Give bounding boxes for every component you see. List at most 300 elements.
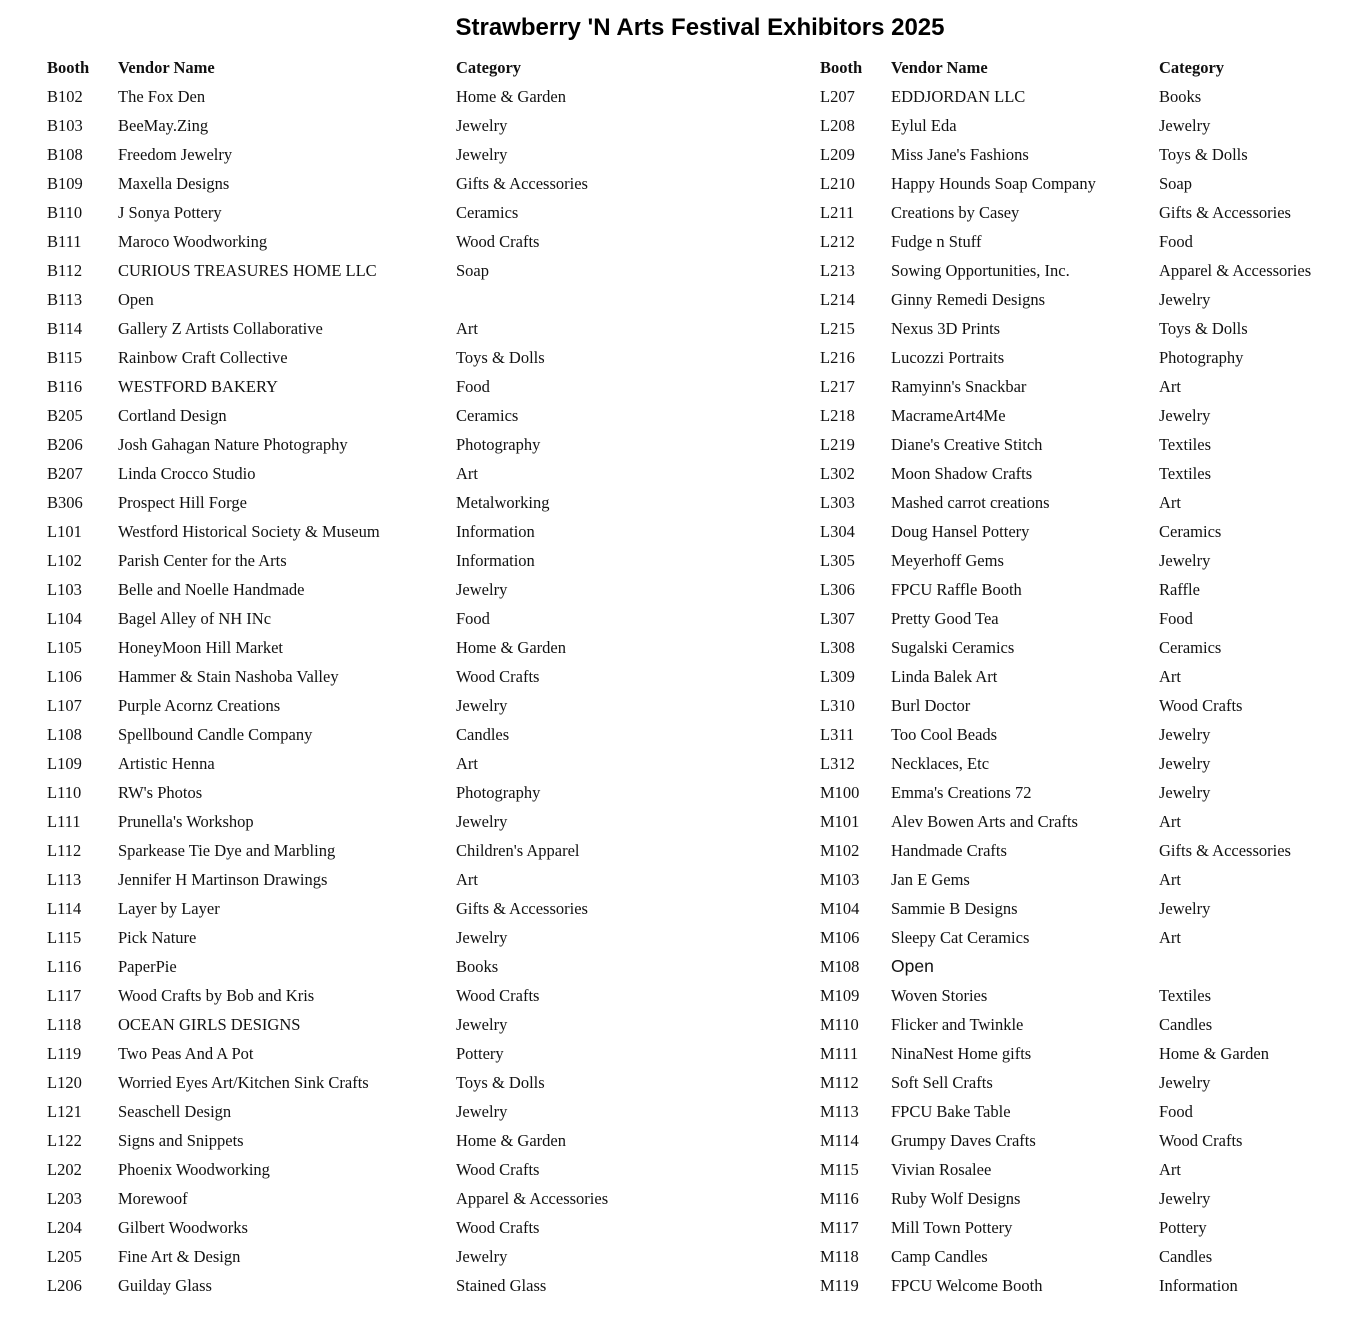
- table-row: [820, 720, 1359, 749]
- table-row: [47, 807, 716, 836]
- table-row: [820, 140, 1359, 169]
- category-cell: Jewelry: [456, 579, 508, 599]
- category-cell: Home & Garden: [1159, 1043, 1269, 1063]
- vendor-name-cell: Sugalski Ceramics: [891, 637, 1015, 657]
- table-row: [820, 691, 1359, 720]
- table-row: [47, 227, 716, 256]
- vendor-name-cell: Diane's Creative Stitch: [891, 434, 1043, 454]
- vendor-name-cell: Lucozzi Portraits: [891, 347, 1005, 367]
- table-row: [47, 1068, 716, 1097]
- category-cell: Wood Crafts: [456, 985, 540, 1005]
- booth-cell: L304: [820, 521, 855, 541]
- vendor-name-cell: Creations by Casey: [891, 202, 1020, 222]
- vendor-name-cell: Burl Doctor: [891, 695, 971, 715]
- vendor-name-cell: Ginny Remedi Designs: [891, 289, 1045, 309]
- category-cell: Gifts & Accessories: [456, 898, 588, 918]
- table-row: [47, 372, 716, 401]
- vendor-name-cell: Emma's Creations 72: [891, 782, 1032, 802]
- booth-cell: L114: [47, 898, 82, 918]
- vendor-name-cell: Miss Jane's Fashions: [891, 144, 1029, 164]
- booth-cell: L307: [820, 608, 855, 628]
- table-row: [47, 459, 716, 488]
- table-row: [820, 227, 1359, 256]
- table-row: [820, 865, 1359, 894]
- category-cell: Textiles: [1159, 463, 1211, 483]
- booth-column-header: Booth: [47, 58, 90, 77]
- table-row: [820, 981, 1359, 1010]
- table-row: [820, 169, 1359, 198]
- vendor-name-cell: Wood Crafts by Bob and Kris: [118, 985, 315, 1005]
- vendor-name-cell: Open: [118, 289, 154, 309]
- table-row: [47, 894, 716, 923]
- vendor-name-cell: Phoenix Woodworking: [118, 1159, 270, 1179]
- booth-cell: L204: [47, 1217, 82, 1237]
- vendor-name-cell: Necklaces, Etc: [891, 753, 990, 773]
- vendor-name-cell: Maxella Designs: [118, 173, 230, 193]
- booth-cell: M111: [820, 1043, 859, 1063]
- booth-cell: L115: [47, 927, 82, 947]
- table-row: [820, 285, 1359, 314]
- vendor-name-cell: Mill Town Pottery: [891, 1217, 1013, 1237]
- table-row: [820, 256, 1359, 285]
- vendor-name-cell: MacrameArt4Me: [891, 405, 1006, 425]
- booth-cell: M102: [820, 840, 860, 860]
- vendor-name-cell: Two Peas And A Pot: [118, 1043, 254, 1063]
- category-cell: Art: [456, 869, 478, 889]
- booth-column-header: Booth: [820, 58, 863, 77]
- vendor-name-cell: Prunella's Workshop: [118, 811, 254, 831]
- table-row: [820, 1126, 1359, 1155]
- table-row: [47, 720, 716, 749]
- booth-cell: L217: [820, 376, 855, 396]
- booth-cell: M106: [820, 927, 860, 947]
- vendor-name-cell: Belle and Noelle Handmade: [118, 579, 305, 599]
- category-cell: Toys & Dolls: [456, 1072, 545, 1092]
- category-cell: Raffle: [1159, 579, 1200, 599]
- category-cell: Art: [456, 463, 478, 483]
- booth-cell: L112: [47, 840, 82, 860]
- booth-cell: L109: [47, 753, 82, 773]
- booth-cell: L202: [47, 1159, 82, 1179]
- category-cell: Apparel & Accessories: [1159, 260, 1312, 280]
- category-cell: Home & Garden: [456, 86, 566, 106]
- vendor-name-cell: Bagel Alley of NH INc: [118, 608, 272, 628]
- category-cell: Food: [1159, 1101, 1193, 1121]
- category-cell: Art: [1159, 869, 1181, 889]
- booth-cell: B112: [47, 260, 83, 280]
- booth-cell: M109: [820, 985, 860, 1005]
- table-row: [47, 1184, 716, 1213]
- vendor-name-cell: Happy Hounds Soap Company: [891, 173, 1096, 193]
- vendor-name-cell: Eylul Eda: [891, 115, 957, 135]
- booth-cell: L218: [820, 405, 855, 425]
- vendor-name-cell: Moon Shadow Crafts: [891, 463, 1033, 483]
- table-row: [820, 662, 1359, 691]
- vendor-name-cell: Alev Bowen Arts and Crafts: [891, 811, 1078, 831]
- booth-cell: M112: [820, 1072, 859, 1092]
- booth-cell: M116: [820, 1188, 859, 1208]
- table-row: [820, 807, 1359, 836]
- category-cell: Jewelry: [456, 1101, 508, 1121]
- table-row: [47, 662, 716, 691]
- booth-cell: M117: [820, 1217, 859, 1237]
- booth-cell: L101: [47, 521, 82, 541]
- vendor-name-cell: Woven Stories: [891, 985, 988, 1005]
- vendor-name-cell: Worried Eyes Art/Kitchen Sink Crafts: [118, 1072, 369, 1092]
- category-cell: Food: [1159, 608, 1193, 628]
- category-cell: [1159, 952, 1359, 981]
- category-cell: Art: [1159, 927, 1181, 947]
- category-cell: Jewelry: [456, 695, 508, 715]
- vendor-name-cell: CURIOUS TREASURES HOME LLC: [118, 260, 377, 280]
- booth-cell: M119: [820, 1275, 859, 1295]
- category-cell: Home & Garden: [456, 637, 566, 657]
- vendor-name-cell: Layer by Layer: [118, 898, 220, 918]
- booth-cell: L310: [820, 695, 855, 715]
- table-row: [820, 836, 1359, 865]
- booth-cell: L306: [820, 579, 855, 599]
- category-cell: Jewelry: [456, 811, 508, 831]
- category-cell: Soap: [456, 260, 489, 280]
- vendor-name-cell: Parish Center for the Arts: [118, 550, 287, 570]
- table-row: [47, 285, 716, 314]
- table-row: [47, 575, 716, 604]
- table-row: [47, 1010, 716, 1039]
- table-row: [820, 1010, 1359, 1039]
- vendor-name-cell: Morewoof: [118, 1188, 188, 1208]
- vendor-name-cell: Jennifer H Martinson Drawings: [118, 869, 328, 889]
- table-row: [820, 111, 1359, 140]
- table-row: [47, 691, 716, 720]
- table-row: [820, 1039, 1359, 1068]
- booth-cell: L106: [47, 666, 82, 686]
- booth-cell: M118: [820, 1246, 859, 1266]
- vendor-name-cell: Too Cool Beads: [891, 724, 998, 744]
- booth-cell: B116: [47, 376, 83, 396]
- booth-cell: L216: [820, 347, 855, 367]
- booth-cell: L211: [820, 202, 855, 222]
- category-column-header: Category: [456, 58, 522, 77]
- category-cell: Jewelry: [456, 144, 508, 164]
- booth-cell: M100: [820, 782, 860, 802]
- table-row: [47, 430, 716, 459]
- table-row: [820, 1068, 1359, 1097]
- category-cell: Wood Crafts: [1159, 1130, 1243, 1150]
- table-row: [47, 314, 716, 343]
- category-cell: Food: [456, 608, 490, 628]
- table-row: [47, 604, 716, 633]
- vendor-name-cell: Sowing Opportunities, Inc.: [891, 260, 1070, 280]
- exhibitor-table-left: [47, 54, 716, 1300]
- table-row: [820, 1271, 1359, 1300]
- table-row: [47, 1155, 716, 1184]
- booth-cell: B110: [47, 202, 83, 222]
- table-row: [47, 1271, 716, 1300]
- table-row: [820, 1155, 1359, 1184]
- vendor-name-cell: FPCU Welcome Booth: [891, 1275, 1043, 1295]
- booth-cell: L119: [47, 1043, 82, 1063]
- category-cell: Metalworking: [456, 492, 550, 512]
- vendor-column-header: Vendor Name: [891, 58, 988, 77]
- table-header-row: [47, 54, 716, 82]
- vendor-name-cell: Cortland Design: [118, 405, 227, 425]
- booth-cell: M101: [820, 811, 860, 831]
- table-row: [47, 1039, 716, 1068]
- vendor-name-cell: Linda Crocco Studio: [118, 463, 256, 483]
- vendor-name-cell: Grumpy Daves Crafts: [891, 1130, 1036, 1150]
- vendor-name-cell: Sammie B Designs: [891, 898, 1018, 918]
- vendor-name-cell: Pretty Good Tea: [891, 608, 999, 628]
- category-cell: Books: [1159, 86, 1202, 106]
- table-row: [820, 952, 1359, 981]
- category-cell: Art: [1159, 492, 1181, 512]
- vendor-name-cell: FPCU Bake Table: [891, 1101, 1011, 1121]
- booth-cell: L215: [820, 318, 855, 338]
- category-cell: Art: [456, 318, 478, 338]
- table-row: [47, 488, 716, 517]
- table-row: [820, 517, 1359, 546]
- category-cell: [456, 285, 716, 314]
- booth-cell: B111: [47, 231, 82, 251]
- category-cell: Jewelry: [456, 1246, 508, 1266]
- booth-cell: M108: [820, 956, 860, 976]
- booth-cell: L206: [47, 1275, 82, 1295]
- category-cell: Gifts & Accessories: [1159, 202, 1291, 222]
- booth-cell: L219: [820, 434, 855, 454]
- vendor-column-header: Vendor Name: [118, 58, 215, 77]
- category-cell: Jewelry: [1159, 289, 1211, 309]
- vendor-name-cell: Meyerhoff Gems: [891, 550, 1004, 570]
- booth-cell: L214: [820, 289, 855, 309]
- table-row: [820, 1184, 1359, 1213]
- booth-cell: L208: [820, 115, 855, 135]
- table-row: [47, 256, 716, 285]
- booth-cell: M114: [820, 1130, 859, 1150]
- booth-cell: L111: [47, 811, 81, 831]
- category-cell: Information: [456, 550, 535, 570]
- category-cell: Ceramics: [456, 202, 519, 222]
- booth-cell: L102: [47, 550, 82, 570]
- vendor-name-cell: Camp Candles: [891, 1246, 988, 1266]
- vendor-name-cell: Guilday Glass: [118, 1275, 212, 1295]
- vendor-name-cell: Gilbert Woodworks: [118, 1217, 248, 1237]
- vendor-name-cell: EDDJORDAN LLC: [891, 86, 1026, 106]
- booth-cell: L207: [820, 86, 855, 106]
- category-cell: Soap: [1159, 173, 1192, 193]
- booth-cell: L122: [47, 1130, 82, 1150]
- table-row: [47, 1242, 716, 1271]
- category-cell: Gifts & Accessories: [1159, 840, 1291, 860]
- category-cell: Candles: [1159, 1014, 1213, 1034]
- booth-cell: L108: [47, 724, 82, 744]
- category-cell: Art: [1159, 376, 1181, 396]
- category-cell: Art: [1159, 1159, 1181, 1179]
- category-cell: Candles: [1159, 1246, 1213, 1266]
- booth-cell: L210: [820, 173, 855, 193]
- table-row: [47, 546, 716, 575]
- category-cell: Wood Crafts: [1159, 695, 1243, 715]
- vendor-name-cell: Maroco Woodworking: [118, 231, 268, 251]
- vendor-name-cell: Sparkease Tie Dye and Marbling: [118, 840, 336, 860]
- vendor-name-cell: Prospect Hill Forge: [118, 492, 247, 512]
- table-row: [820, 1242, 1359, 1271]
- category-cell: Stained Glass: [456, 1275, 547, 1295]
- table-row: [820, 633, 1359, 662]
- category-cell: Art: [1159, 666, 1181, 686]
- vendor-name-cell: Linda Balek Art: [891, 666, 998, 686]
- table-row: [820, 372, 1359, 401]
- category-cell: Apparel & Accessories: [456, 1188, 609, 1208]
- table-row: [47, 1213, 716, 1242]
- vendor-name-cell: RW's Photos: [118, 782, 203, 802]
- category-cell: Textiles: [1159, 434, 1211, 454]
- booth-cell: M113: [820, 1101, 859, 1121]
- category-cell: Jewelry: [1159, 115, 1211, 135]
- booth-cell: L303: [820, 492, 855, 512]
- table-row: [47, 111, 716, 140]
- booth-cell: L205: [47, 1246, 82, 1266]
- booth-cell: M103: [820, 869, 860, 889]
- category-cell: Information: [456, 521, 535, 541]
- table-row: [47, 198, 716, 227]
- category-cell: Ceramics: [1159, 637, 1222, 657]
- category-cell: Wood Crafts: [456, 666, 540, 686]
- vendor-name-cell: J Sonya Pottery: [118, 202, 222, 222]
- vendor-name-cell: Artistic Henna: [118, 753, 215, 773]
- table-row: [820, 401, 1359, 430]
- booth-cell: L308: [820, 637, 855, 657]
- vendor-name-cell: Signs and Snippets: [118, 1130, 244, 1150]
- table-row: [820, 488, 1359, 517]
- table-row: [820, 1213, 1359, 1242]
- table-row: [47, 401, 716, 430]
- booth-cell: B207: [47, 463, 83, 483]
- booth-cell: B113: [47, 289, 83, 309]
- table-row: [47, 1097, 716, 1126]
- table-row: [47, 82, 716, 111]
- category-cell: Ceramics: [456, 405, 519, 425]
- booth-cell: L311: [820, 724, 855, 744]
- booth-cell: B114: [47, 318, 83, 338]
- category-cell: Jewelry: [456, 115, 508, 135]
- table-row: [47, 1126, 716, 1155]
- booth-cell: L312: [820, 753, 855, 773]
- vendor-name-cell: Rainbow Craft Collective: [118, 347, 288, 367]
- category-cell: Information: [1159, 1275, 1238, 1295]
- table-row: [47, 140, 716, 169]
- booth-cell: M115: [820, 1159, 859, 1179]
- booth-cell: B115: [47, 347, 83, 367]
- vendor-name-cell: Purple Acornz Creations: [118, 695, 281, 715]
- booth-cell: B102: [47, 86, 83, 106]
- table-row: [47, 169, 716, 198]
- booth-cell: L302: [820, 463, 855, 483]
- category-cell: Ceramics: [1159, 521, 1222, 541]
- booth-cell: L309: [820, 666, 855, 686]
- booth-cell: L105: [47, 637, 82, 657]
- vendor-name-cell: Doug Hansel Pottery: [891, 521, 1030, 541]
- vendor-name-cell: The Fox Den: [118, 86, 206, 106]
- vendor-name-cell: Ruby Wolf Designs: [891, 1188, 1021, 1208]
- table-row: [820, 343, 1359, 372]
- category-cell: Food: [456, 376, 490, 396]
- category-cell: Pottery: [1159, 1217, 1207, 1237]
- category-cell: Jewelry: [1159, 782, 1211, 802]
- table-row: [820, 1097, 1359, 1126]
- table-row: [820, 749, 1359, 778]
- category-cell: Wood Crafts: [456, 1159, 540, 1179]
- vendor-name-cell: Gallery Z Artists Collaborative: [118, 318, 323, 338]
- category-cell: Jewelry: [1159, 753, 1211, 773]
- table-row: [820, 82, 1359, 111]
- category-cell: Jewelry: [1159, 550, 1211, 570]
- table-row: [47, 865, 716, 894]
- category-cell: Books: [456, 956, 499, 976]
- table-row: [820, 604, 1359, 633]
- vendor-name-cell: FPCU Raffle Booth: [891, 579, 1022, 599]
- table-row: [820, 923, 1359, 952]
- table-row: [820, 459, 1359, 488]
- booth-cell: B108: [47, 144, 83, 164]
- vendor-name-cell: Freedom Jewelry: [118, 144, 233, 164]
- category-cell: Children's Apparel: [456, 840, 580, 860]
- vendor-name-cell: Josh Gahagan Nature Photography: [118, 434, 348, 454]
- category-cell: Wood Crafts: [456, 231, 540, 251]
- table-row: [47, 981, 716, 1010]
- vendor-name-cell: Mashed carrot creations: [891, 492, 1050, 512]
- vendor-name-cell: NinaNest Home gifts: [891, 1043, 1032, 1063]
- table-row: [820, 575, 1359, 604]
- category-cell: Jewelry: [1159, 1072, 1211, 1092]
- category-cell: Home & Garden: [456, 1130, 566, 1150]
- category-cell: Jewelry: [456, 927, 508, 947]
- category-column-header: Category: [1159, 58, 1225, 77]
- vendor-name-cell: Pick Nature: [118, 927, 197, 947]
- category-cell: Photography: [456, 782, 541, 802]
- vendor-name-cell: Vivian Rosalee: [891, 1159, 992, 1179]
- vendor-name-cell: HoneyMoon Hill Market: [118, 637, 283, 657]
- booth-cell: L117: [47, 985, 82, 1005]
- vendor-name-cell: Ramyinn's Snackbar: [891, 376, 1027, 396]
- booth-cell: L213: [820, 260, 855, 280]
- category-cell: Jewelry: [1159, 898, 1211, 918]
- vendor-name-cell: Open: [891, 956, 934, 976]
- table-row: [47, 952, 716, 981]
- vendor-name-cell: Seaschell Design: [118, 1101, 232, 1121]
- vendor-name-cell: Jan E Gems: [891, 869, 970, 889]
- category-cell: Gifts & Accessories: [456, 173, 588, 193]
- table-row: [820, 314, 1359, 343]
- vendor-name-cell: Westford Historical Society & Museum: [118, 521, 380, 541]
- vendor-name-cell: Soft Sell Crafts: [891, 1072, 993, 1092]
- vendor-name-cell: Sleepy Cat Ceramics: [891, 927, 1030, 947]
- table-row: [820, 430, 1359, 459]
- table-row: [47, 633, 716, 662]
- page-title: Strawberry 'N Arts Festival Exhibitors 2025: [455, 14, 945, 41]
- booth-cell: L113: [47, 869, 82, 889]
- category-cell: Jewelry: [456, 1014, 508, 1034]
- table-row: [820, 894, 1359, 923]
- booth-cell: M110: [820, 1014, 859, 1034]
- booth-cell: L212: [820, 231, 855, 251]
- booth-cell: L209: [820, 144, 855, 164]
- table-row: [820, 546, 1359, 575]
- booth-cell: L104: [47, 608, 82, 628]
- category-cell: Toys & Dolls: [1159, 318, 1248, 338]
- booth-cell: L305: [820, 550, 855, 570]
- vendor-name-cell: Handmade Crafts: [891, 840, 1007, 860]
- table-row: [47, 778, 716, 807]
